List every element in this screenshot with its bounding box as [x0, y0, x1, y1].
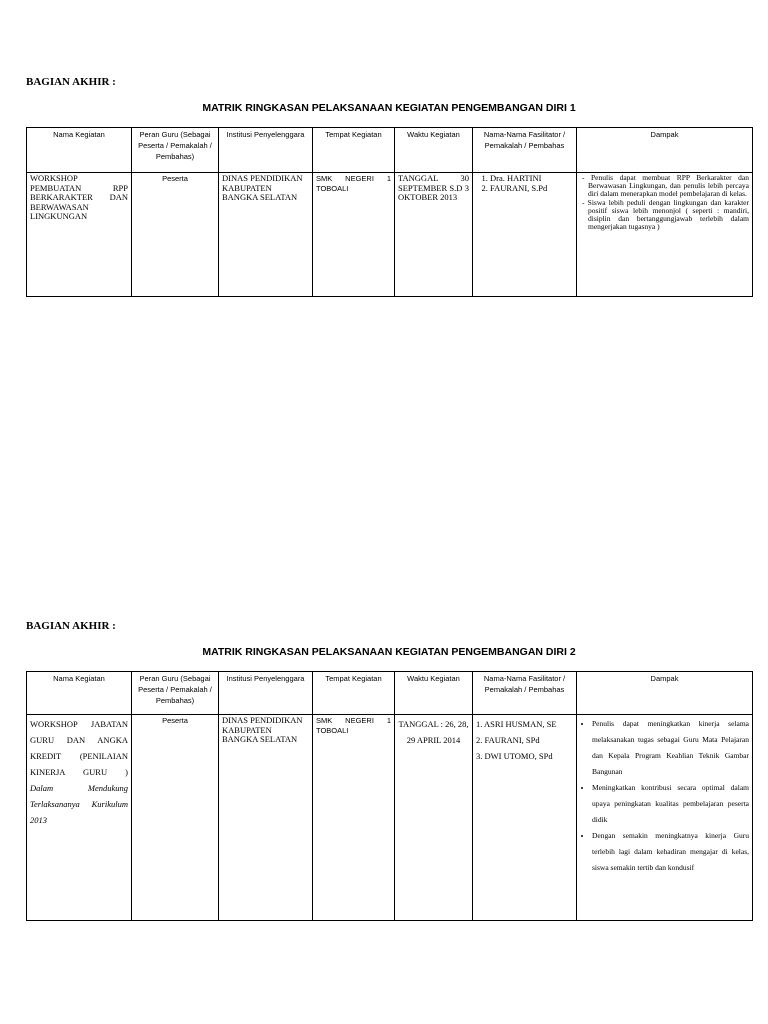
activity-note: Dalam Mendukung Terlaksananya Kurikulum 2013	[30, 783, 128, 825]
matrix-title: MATRIK RINGKASAN PELAKSANAAN KEGIATAN PENGEMBANGAN DIRI 1	[202, 102, 576, 114]
section-heading: BAGIAN AKHIR :	[26, 76, 116, 88]
summary-table	[26, 671, 753, 921]
summary-table	[26, 127, 753, 297]
facilitator-item: 2. FAURANI, SPd	[476, 735, 540, 745]
header-waktu: Waktu Kegiatan	[395, 128, 473, 173]
cell-fasilitator	[473, 173, 577, 297]
header-institusi: Institusi Penyelenggara	[219, 128, 313, 173]
impact-item: • Dengan semakin meningkatnya kinerja Guru terlebih lagi dalam kehadiran mengajar di kelas, siswa semakin tertib dan kondusif	[592, 828, 749, 876]
cell-dampak	[577, 715, 753, 921]
table-row	[27, 715, 753, 921]
cell-peran: Peserta	[132, 715, 219, 921]
header-nama-kegiatan: Nama Kegiatan	[27, 128, 132, 173]
facilitator-item: 3. DWI UTOMO, SPd	[476, 751, 553, 761]
header-fasilitator: Nama-Nama Fasilitator / Pemakalah / Pembahas	[473, 128, 577, 173]
cell-peran: Peserta	[132, 173, 219, 297]
facilitator-item: 1. ASRI HUSMAN, SE	[476, 719, 557, 729]
header-nama-kegiatan: Nama Kegiatan	[27, 672, 132, 715]
cell-fasilitator	[473, 715, 577, 921]
section-2	[26, 620, 752, 930]
header-peran-guru: Peran Guru (Sebagai Peserta / Pemakalah / Pembahas)	[132, 672, 219, 715]
cell-dampak	[577, 173, 753, 297]
impact-item: • Penulis dapat meningkatkan kinerja selama melaksanakan tugas sebagai Guru Mata Pelajaran dan Kepala Program Keahlian Teknik Gambar Bangunan	[592, 716, 749, 780]
cell-waktu: TANGGAL 30 SEPTEMBER S.D 3 OKTOBER 2013	[395, 173, 473, 297]
impact-item: - Penulis dapat membuat RPP Berkarakter dan Berwawasan Lingkungan, dan penulis lebih percaya diri dalam menerapkan model pembelajaran di kelas.	[582, 173, 749, 199]
section-heading: BAGIAN AKHIR :	[26, 620, 116, 632]
impact-item: • Meningkatkan kontribusi secara optimal dalam upaya peningkatan kualitas pembelajaran peserta didik	[592, 780, 749, 828]
header-waktu: Waktu Kegiatan	[395, 672, 473, 715]
cell-institusi: DINAS PENDIDIKAN KABUPATEN BANGKA SELATAN	[219, 715, 313, 921]
cell-nama-kegiatan	[27, 715, 132, 921]
header-dampak: Dampak	[577, 128, 753, 173]
cell-tempat: SMK NEGERI 1 TOBOALI	[313, 173, 395, 297]
table-row	[27, 173, 753, 297]
header-peran-guru: Peran Guru (Sebagai Peserta / Pemakalah / Pembahas)	[132, 128, 219, 173]
header-dampak: Dampak	[577, 672, 753, 715]
cell-institusi: DINAS PENDIDIKAN KABUPATEN BANGKA SELATAN	[219, 173, 313, 297]
header-fasilitator: Nama-Nama Fasilitator / Pemakalah / Pembahas	[473, 672, 577, 715]
header-tempat: Tempat Kegiatan	[313, 128, 395, 173]
cell-tempat: SMK NEGERI 1 TOBOALI	[313, 715, 395, 921]
cell-nama-kegiatan: WORKSHOP PEMBUATAN RPP BERKARAKTER DAN BERWAWASAN LINGKUNGAN	[27, 173, 132, 297]
facilitator-item: 2. FAURANI, S.Pd	[490, 184, 573, 194]
matrix-title: MATRIK RINGKASAN PELAKSANAAN KEGIATAN PENGEMBANGAN DIRI 2	[202, 646, 576, 658]
activity-name: WORKSHOP JABATAN GURU DAN ANGKA KREDIT (PENILAIAN KINERJA GURU )	[30, 719, 128, 777]
header-tempat: Tempat Kegiatan	[313, 672, 395, 715]
impact-item: - Siswa lebih peduli dengan lingkungan dan karakter positif siswa lebih menonjol ( seperti : mandiri, disiplin dan bertanggungjawab terlebih dalam mengerjakan tugasnya )	[582, 197, 749, 232]
header-institusi: Institusi Penyelenggara	[219, 672, 313, 715]
facilitator-item: 1. Dra. HARTINI	[490, 174, 573, 184]
section-1	[26, 76, 752, 306]
table-header-row	[27, 128, 753, 173]
table-header-row	[27, 672, 753, 715]
cell-waktu: TANGGAL : 26, 28, 29 APRIL 2014	[395, 715, 473, 921]
